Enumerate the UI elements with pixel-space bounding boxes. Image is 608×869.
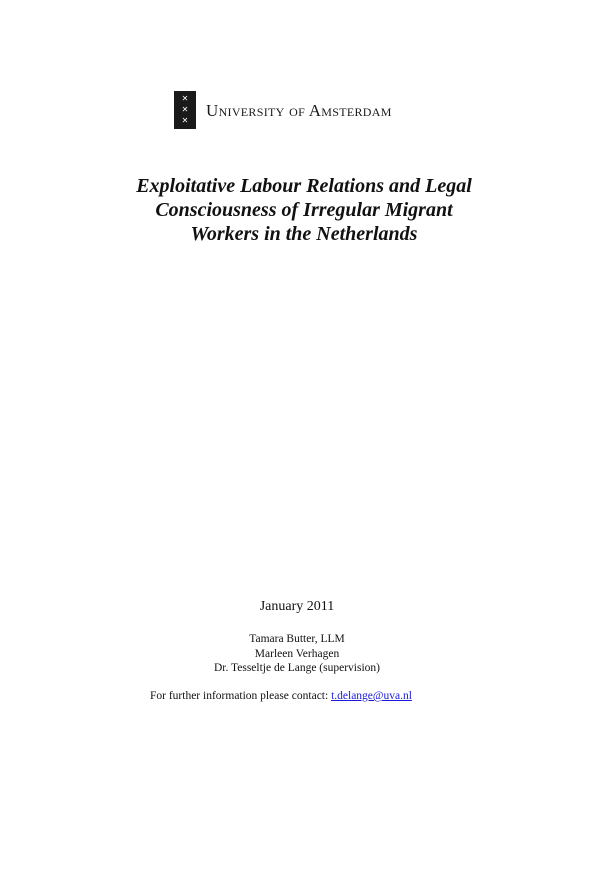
author-name: Marleen Verhagen xyxy=(254,647,340,660)
institution-name: University of Amsterdam xyxy=(206,100,392,120)
title-line: Consciousness of Irregular Migrant xyxy=(155,199,453,221)
author-list xyxy=(0,632,594,676)
document-title xyxy=(60,174,548,246)
contact-email-link[interactable]: t.delange@uva.nl xyxy=(331,690,412,702)
author-name: Dr. Tesseltje de Lange (supervision) xyxy=(213,662,380,674)
logo-cross-icon: ✕ xyxy=(181,93,189,103)
header xyxy=(174,90,392,130)
contact-label: For further information please contact: xyxy=(150,690,329,702)
logo-cross-icon: ✕ xyxy=(181,116,189,126)
title-line: Workers in the Netherlands xyxy=(190,223,418,245)
title-line: Exploitative Labour Relations and Legal xyxy=(136,175,472,197)
author-name: Tamara Butter, LLM xyxy=(249,633,345,645)
uva-logo-icon xyxy=(174,91,196,129)
contact-line xyxy=(150,689,412,703)
logo-cross-icon: ✕ xyxy=(181,104,189,114)
publication-date: January 2011 xyxy=(259,599,335,614)
